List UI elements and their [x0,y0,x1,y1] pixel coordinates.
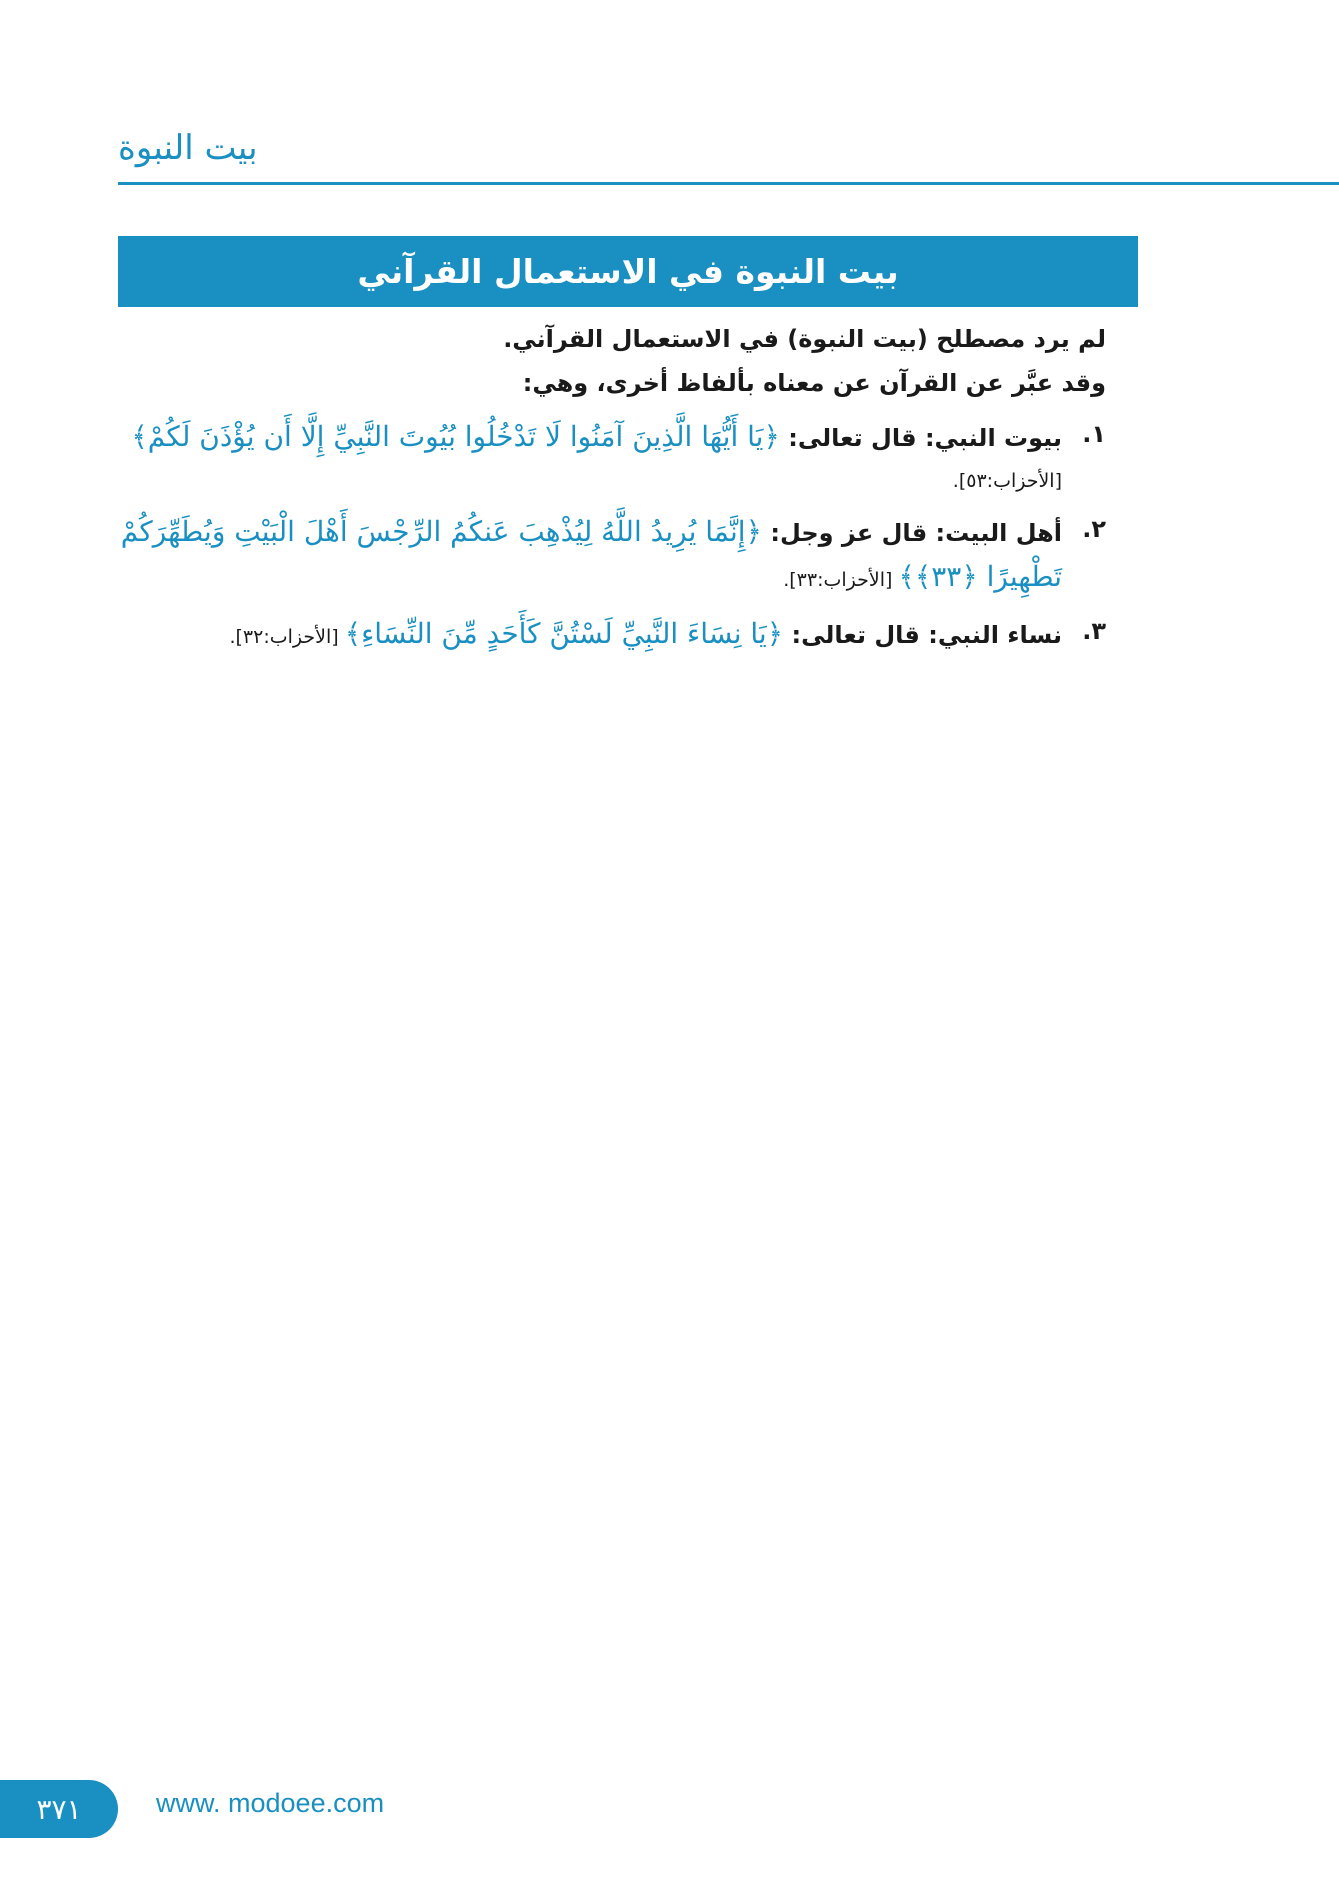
list-item-term: أهل البيت: [935,518,1062,547]
list-item-number: ٢. [1082,514,1106,543]
list-item-text [118,415,1062,498]
list-item-lead: قال تعالى: [779,423,925,452]
list-item-number: ١. [1082,419,1106,448]
section-banner [118,236,1138,307]
section-title: بيت النبوة في الاستعمال القرآني [357,252,899,291]
quran-verse: ﴿إِنَّمَا يُرِيدُ اللَّهُ لِيُذْهِبَ عَنكُمُ الرِّجْسَ أَهْلَ الْبَيْتِ وَيُطَهِّرَكُمْ تَطْهِيرًا ﴿٣٣﴾﴾ [120,514,1062,593]
list-item [118,612,1106,657]
quran-verse: ﴿يَا أَيُّهَا الَّذِينَ آمَنُوا لَا تَدْخُلُوا بُيُوتَ النَّبِيِّ إِلَّا أَن يُؤْذَنَ لَكُمْ﴾ [131,419,780,453]
website-link[interactable]: www. modoee.com [156,1788,385,1818]
intro-paragraph-1: لم يرد مصطلح (بيت النبوة) في الاستعمال القرآني. [503,325,1106,353]
verse-reference: [الأحزاب:٣٣]. [783,568,899,591]
list-item-text [118,612,1062,657]
list-item-number: ٣. [1082,616,1106,645]
content-body [118,320,1106,656]
running-header-title: بيت النبوة [118,128,258,168]
list-item [118,510,1106,600]
list-item [118,415,1106,498]
quran-verse: ﴿يَا نِسَاءَ النَّبِيِّ لَسْتُنَّ كَأَحَدٍ مِّنَ النِّسَاءِ﴾ [344,616,784,650]
list-item-term: نساء النبي: [928,620,1062,649]
list-item-lead: قال عز وجل: [761,518,936,547]
list-item-text [118,510,1062,600]
verse-reference: [الأحزاب:٥٣]. [952,469,1062,492]
list-item-lead: قال تعالى: [783,620,929,649]
page-number-tab [0,1780,118,1838]
intro-paragraph-2: وقد عبَّر عن القرآن عن معناه بألفاظ أخرى، وهي: [522,369,1106,398]
header-divider [118,182,1339,185]
page-number: ٣٧١ [36,1792,82,1826]
verse-reference: [الأحزاب:٣٢]. [229,625,345,648]
list-item-term: بيوت النبي: [924,423,1062,452]
